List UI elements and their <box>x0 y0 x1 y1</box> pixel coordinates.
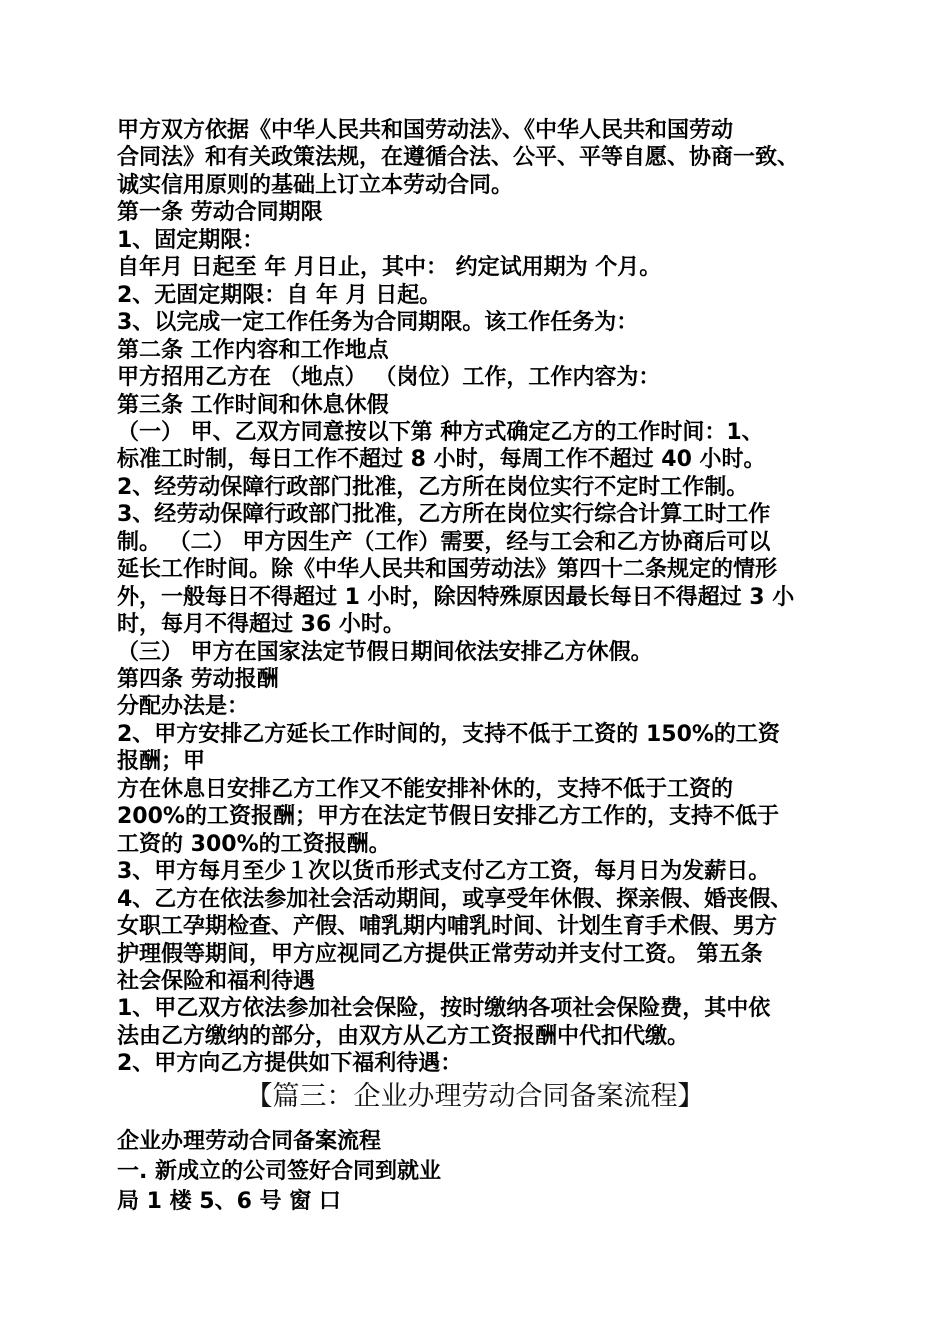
text-line: 工资的 300%的工资报酬。 <box>117 831 391 857</box>
text-line: （三） 甲方在国家法定节假日期间依法安排乙方休假。 <box>117 639 653 665</box>
text-line: 3、以完成一定工作任务为合同期限。该工作任务为： <box>117 310 639 336</box>
text-line: 第四条 劳动报酬 <box>117 667 279 692</box>
text-line: 企业办理劳动合同备案流程 <box>117 1129 382 1154</box>
text-line: 标准工时制，每日工作不超过 8 小时，每周工作不超过 40 小时。 <box>117 447 766 473</box>
text-line: 外，一般每日不得超过 1 小时，除因特殊原因最长每日不得超过 3 小 <box>117 584 795 610</box>
text-line: 诚实信用原则的基础上订立本劳动合同。 <box>117 172 514 198</box>
text-line: 女职工孕期检查、产假、哺乳期内哺乳时间、计划生育手术假、男方 <box>117 914 778 940</box>
text-line: 第二条 工作内容和工作地点 <box>117 337 389 363</box>
text-line: 2、经劳动保障行政部门批准，乙方所在岗位实行不定时工作制。 <box>117 474 749 500</box>
text-line: 方在休息日安排乙方工作又不能安排补休的，支持不低于工资的 <box>117 776 734 802</box>
text-line: 局 1 楼 5、6 号 窗 口 <box>117 1189 341 1214</box>
text-line: 护理假等期间，甲方应视同乙方提供正常劳动并支付工资。 第五条 <box>117 941 763 967</box>
text-line: 法由乙方缴纳的部分，由双方从乙方工资报酬中代扣代缴。 <box>117 1023 690 1049</box>
text-line: 报酬；甲 <box>117 749 206 775</box>
text-line: 甲方招用乙方在 （地点） （岗位）工作，工作内容为： <box>117 365 661 391</box>
text-line: 4、乙方在依法参加社会活动期间，或享受年休假、探亲假、婚丧假、 <box>117 886 793 912</box>
text-line: 甲方双方依据《中华人民共和国劳动法》、《中华人民共和国劳动 <box>117 118 734 143</box>
text-line: 2、甲方向乙方提供如下福利待遇： <box>117 1051 463 1077</box>
text-line: 3、甲方每月至少１次以货币形式支付乙方工资，每月日为发薪日。 <box>117 859 771 885</box>
text-line: 时，每月不得超过 36 小时。 <box>117 612 405 638</box>
text-line: 合同法》和有关政策法规，在遵循合法、公平、平等自愿、协商一致、 <box>117 145 800 171</box>
text-line: 第三条 工作时间和休息休假 <box>117 392 389 418</box>
text-line: 社会保险和福利待遇 <box>117 968 316 994</box>
text-line: 自年月 日起至 年 月日止，其中： 约定试用期为 个月。 <box>117 255 662 281</box>
text-line: 3、经劳动保障行政部门批准，乙方所在岗位实行综合计算工时工作 <box>117 502 771 528</box>
text-line: 延长工作时间。除《中华人民共和国劳动法》第四十二条规定的情形 <box>117 557 778 583</box>
text-line: 1、甲乙双方依法参加社会保险，按时缴纳各项社会保险费，其中依 <box>117 996 771 1022</box>
text-line: 第一条 劳动合同期限 <box>117 200 323 226</box>
text-line: 200%的工资报酬；甲方在法定节假日安排乙方工作的，支持不低于 <box>117 804 779 830</box>
text-line: 分配办法是： <box>117 694 250 720</box>
text-line: 制。 （二） 甲方因生产（工作）需要，经与工会和乙方协商后可以 <box>117 529 771 555</box>
text-line: （一） 甲、乙双方同意按以下第 种方式确定乙方的工作时间：1、 <box>117 419 764 445</box>
text-line: 2、无固定期限：自 年 月 日起。 <box>117 282 442 308</box>
section-heading: 【篇三：企业办理劳动合同备案流程】 <box>245 1081 705 1112</box>
text-line: 2、甲方安排乙方延长工作时间的，支持不低于工资的 150%的工资 <box>117 721 780 747</box>
text-line: 1、固定期限： <box>117 227 265 253</box>
text-line: 一. 新成立的公司签好合同到就业 <box>117 1159 442 1184</box>
